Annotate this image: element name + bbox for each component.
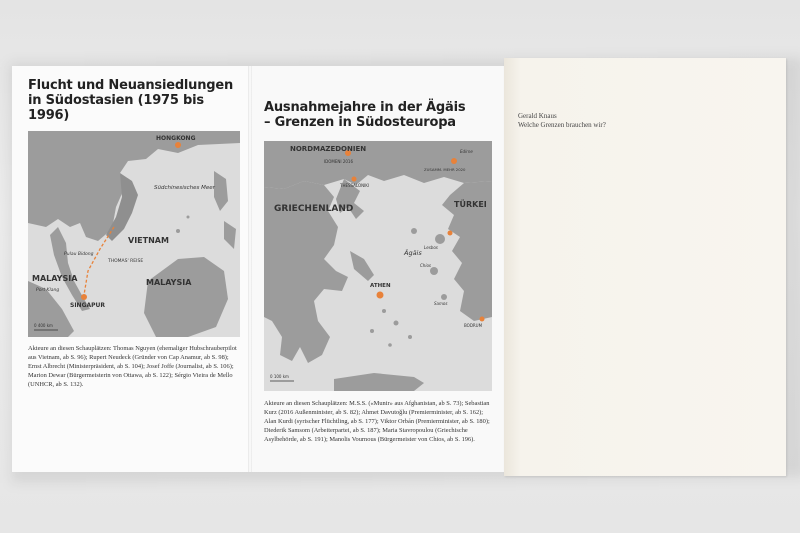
malaysia-right-label: MALAYSIA xyxy=(146,278,192,287)
page-fold xyxy=(248,66,252,472)
port-label: Port Klang xyxy=(36,288,60,293)
island-dot xyxy=(370,329,374,333)
left-page-title: Flucht und Neuansiedlungen in Südostasien (1975 bis 1996) xyxy=(28,78,234,123)
hongkong-marker xyxy=(175,142,181,148)
philippines-shape xyxy=(214,171,236,249)
right-page xyxy=(504,58,786,476)
samos-shape xyxy=(441,294,447,300)
singapore-marker xyxy=(81,294,87,300)
island-dot xyxy=(176,229,180,233)
author-name: Gerald Knaus xyxy=(518,112,557,120)
pulau-label: Pulau Bidong xyxy=(64,252,94,257)
nordmazedonien-label: NORDMAZEDONIEN xyxy=(290,145,367,153)
chios-shape xyxy=(430,267,438,275)
island-dot xyxy=(408,335,412,339)
southeast-asia-map-svg xyxy=(28,131,240,337)
bodrum-marker xyxy=(480,317,485,322)
thessaloniki-label: THESSALONIKI xyxy=(340,183,370,188)
scale-label: 0 100 km xyxy=(270,374,289,379)
island-dot xyxy=(411,228,417,234)
lesbos-label: Lesbos xyxy=(424,245,438,250)
athens-marker xyxy=(377,292,384,299)
singapur-label: SINGAPUR xyxy=(70,302,106,309)
idomeni-label: IDOMENI 2016 xyxy=(324,159,354,164)
edirne-label: Edirne xyxy=(460,149,473,154)
chios-label: Chios xyxy=(420,263,431,268)
thessaloniki-marker xyxy=(352,177,357,182)
tuerkei-label: TÜRKEI xyxy=(454,200,487,209)
left-page xyxy=(12,66,250,472)
bodrum-label: BODRUM xyxy=(464,323,483,328)
island-dot xyxy=(187,216,190,219)
aegaeis-label: Ägäis xyxy=(404,249,422,257)
zusamm-label: ZUSAMM. MEHR 2020 xyxy=(424,167,466,172)
griechenland-label: GRIECHENLAND xyxy=(274,204,354,214)
scale-label: 0 400 km xyxy=(34,323,53,328)
borneo-shape xyxy=(144,257,228,337)
vietnam-label: VIETNAM xyxy=(128,236,169,245)
island-dot xyxy=(394,321,399,326)
route-label: THOMAS' REISE xyxy=(108,259,144,264)
edirne-marker xyxy=(451,158,457,164)
aegean-map xyxy=(264,141,492,391)
crete-shape xyxy=(334,373,424,391)
middle-page xyxy=(250,66,504,472)
evia-shape xyxy=(350,251,374,281)
athen-label: ATHEN xyxy=(370,283,391,289)
island-dot xyxy=(388,343,392,347)
booklet xyxy=(12,58,788,478)
left-page-caption: Akteure an diesen Schauplätzen: Thomas Nguyen (ehemaliger Hubschrauberpilot aus Vietnam, ab S. 96); Rupert Neudeck (Gründer von Cap Anamur, ab S. 98); Ernst Albrecht (Ministerpräsident, ab S. 104); Josef Joffe (Journalist, ab S. 106); Marion Dewar (Bürgermeisterin von Ottawa, ab S. 122); Sérgio Vieira de Mello (UNHCR, ab S. 132). xyxy=(28,345,237,388)
malaysia-left-label: MALAYSIA xyxy=(32,274,78,283)
southeast-asia-map xyxy=(28,131,240,337)
aegean-map-svg xyxy=(264,141,492,391)
middle-page-caption: Akteure an diesen Schauplätzen: M.S.S. («Munir» aus Afghanistan, ab S. 73); Sebastian Kurz (2016 Außenminister, ab S. 82); Ahmet Davutoğlu (Premierminister, ab S. 162); Alan Kurdi (syrischer Flüchtling, ab S. 177); Viktor Orbán (Premierminister, ab S. 180); Diederik Samsom (Arbeiterpartei, ab S. 187); Maria Stavropoulou (Griechische Asylbehörde, ab S. 191); Manolis Vournous (Bürgermeister von Chios, ab S. 196). xyxy=(264,400,490,443)
samos-label: Samos xyxy=(434,301,448,306)
island-dot xyxy=(382,309,386,313)
lesbos-marker xyxy=(448,231,453,236)
hongkong-label: HONGKONG xyxy=(156,135,196,142)
book-title: Welche Grenzen brauchen wir? xyxy=(518,121,606,129)
lesbos-shape xyxy=(435,234,445,244)
middle-page-title: Ausnahmejahre in der Ägäis – Grenzen in Südosteuropa xyxy=(264,100,466,130)
sea-label: Südchinesisches Meer xyxy=(154,185,215,191)
